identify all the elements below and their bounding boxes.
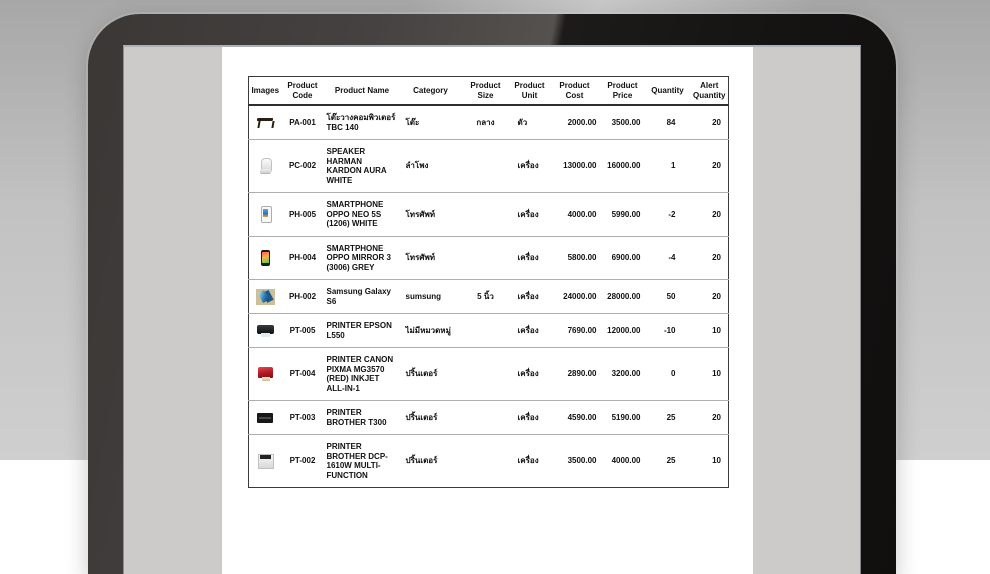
cell-category: ไม่มีหมวดหมู่ [401, 314, 461, 348]
cell-product-price: 5190.00 [601, 401, 645, 435]
product-image [256, 452, 275, 470]
product-image [256, 205, 275, 223]
cell-product-image [249, 140, 282, 193]
cell-product-code: PC-002 [282, 140, 324, 193]
cell-product-image [249, 105, 282, 140]
cell-product-name: PRINTER BROTHER T300 [324, 401, 401, 435]
cell-product-name: PRINTER EPSON L550 [324, 314, 401, 348]
col-header-images: Images [249, 77, 282, 106]
cell-product-size [461, 348, 511, 401]
cell-category: ปริ้นเตอร์ [401, 401, 461, 435]
product-image [256, 322, 275, 340]
col-header-product-size: Product Size [461, 77, 511, 106]
col-header-alert-quantity: Alert Quantity [691, 77, 729, 106]
product-image [256, 249, 275, 267]
cell-product-price: 16000.00 [601, 140, 645, 193]
cell-product-size [461, 193, 511, 237]
cell-product-image [249, 401, 282, 435]
col-header-quantity: Quantity [645, 77, 691, 106]
cell-product-cost: 2000.00 [567, 117, 597, 127]
cell-product-code: PT-003 [282, 401, 324, 435]
cell-product-unit: เครื่อง [511, 236, 549, 280]
cell-product-image [249, 435, 282, 488]
cell-product-size [461, 435, 511, 488]
cell-product-name: SMARTPHONE OPPO MIRROR 3 (3006) GREY [324, 236, 401, 280]
cell-quantity: -10 [645, 314, 691, 348]
cell-product-unit: เครื่อง [511, 435, 549, 488]
cell-product-cost: 4590.00 [549, 401, 601, 435]
cell-quantity: 1 [645, 140, 691, 193]
cell-product-name: PRINTER CANON PIXMA MG3570 (RED) INKJET ALL-IN-1 [324, 348, 401, 401]
cell-alert-quantity: 20 [691, 193, 729, 237]
cell-product-unit: เครื่อง [511, 193, 549, 237]
cell-product-code: PH-004 [282, 236, 324, 280]
cell-product-size [461, 236, 511, 280]
cell-product-cost: 13000.00 [549, 140, 601, 193]
product-table-body [249, 105, 729, 488]
cell-product-name: Samsung Galaxy S6 [324, 280, 401, 314]
cell-quantity: -4 [645, 236, 691, 280]
cell-product-code: PT-002 [282, 435, 324, 488]
cell-quantity: -2 [645, 193, 691, 237]
cell-product-name: SPEAKER HARMAN KARDON AURA WHITE [324, 140, 401, 193]
cell-product-size [461, 314, 511, 348]
cell-alert-quantity: 10 [691, 435, 729, 488]
cell-quantity: 50 [645, 280, 691, 314]
cell-product-code: PH-005 [282, 193, 324, 237]
table-row [249, 280, 729, 314]
cell-product-cost: 24000.00 [549, 280, 601, 314]
cell-product-cost: 4000.00 [549, 193, 601, 237]
laptop-frame [88, 14, 896, 574]
cell-alert-quantity: 20 [691, 280, 729, 314]
cell-product-unit: เครื่อง [511, 140, 549, 193]
col-header-category: Category [401, 77, 461, 106]
cell-alert-quantity: 20 [712, 117, 721, 127]
col-header-product-code: Product Code [282, 77, 324, 106]
table-row [249, 140, 729, 193]
table-row [249, 401, 729, 435]
table-row [249, 435, 729, 488]
product-image [256, 288, 275, 306]
cell-product-size: 5 นิ้ว [461, 280, 511, 314]
cell-quantity: 25 [645, 401, 691, 435]
laptop-screen [123, 45, 861, 574]
cell-category: โทรศัพท์ [401, 193, 461, 237]
cell-product-cost: 7690.00 [549, 314, 601, 348]
cell-quantity: 25 [645, 435, 691, 488]
product-image [256, 157, 275, 175]
cell-product-name: โต๊ะวางคอมพิวเตอร์ TBC 140 [326, 113, 396, 132]
cell-product-size [461, 140, 511, 193]
table-row [249, 236, 729, 280]
cell-product-price: 12000.00 [601, 314, 645, 348]
product-image [256, 114, 275, 132]
cell-alert-quantity: 20 [691, 401, 729, 435]
product-image [256, 409, 275, 427]
cell-product-name: SMARTPHONE OPPO NEO 5S (1206) WHITE [324, 193, 401, 237]
product-table [248, 76, 729, 488]
col-header-product-price: Product Price [601, 77, 645, 106]
cell-product-image [249, 348, 282, 401]
cell-product-price: 28000.00 [601, 280, 645, 314]
cell-product-size: กลาง [476, 117, 495, 127]
cell-product-unit: เครื่อง [511, 401, 549, 435]
cell-product-image [249, 193, 282, 237]
cell-category: sumsung [401, 280, 461, 314]
cell-product-code: PT-005 [282, 314, 324, 348]
table-row [249, 348, 729, 401]
cell-product-code: PT-004 [282, 348, 324, 401]
cell-alert-quantity: 10 [691, 314, 729, 348]
cell-product-size [461, 401, 511, 435]
table-row [249, 105, 729, 140]
cell-product-price: 5990.00 [601, 193, 645, 237]
cell-product-unit: ตัว [517, 117, 528, 127]
cell-product-code: PH-002 [282, 280, 324, 314]
cell-product-unit: เครื่อง [511, 280, 549, 314]
cell-category: โทรศัพท์ [401, 236, 461, 280]
col-header-product-unit: Product Unit [511, 77, 549, 106]
cell-product-price: 6900.00 [601, 236, 645, 280]
col-header-product-name: Product Name [324, 77, 401, 106]
cell-category: ลำโพง [401, 140, 461, 193]
table-row [249, 314, 729, 348]
cell-product-code: PA-001 [289, 117, 316, 127]
cell-product-name: PRINTER BROTHER DCP-1610W MULTI-FUNCTION [324, 435, 401, 488]
cell-product-unit: เครื่อง [511, 314, 549, 348]
cell-product-price: 3200.00 [601, 348, 645, 401]
cell-quantity: 84 [666, 117, 676, 127]
report-page [222, 47, 753, 574]
cell-product-cost: 3500.00 [549, 435, 601, 488]
cell-alert-quantity: 10 [691, 348, 729, 401]
cell-quantity: 0 [645, 348, 691, 401]
product-image [256, 365, 275, 383]
cell-product-price: 4000.00 [601, 435, 645, 488]
cell-product-image [249, 236, 282, 280]
cell-product-image [249, 314, 282, 348]
cell-category: โต๊ะ [405, 117, 420, 127]
cell-product-image [249, 280, 282, 314]
cell-product-price: 3500.00 [611, 117, 641, 127]
cell-product-cost: 5800.00 [549, 236, 601, 280]
col-header-product-cost: Product Cost [549, 77, 601, 106]
cell-product-unit: เครื่อง [511, 348, 549, 401]
cell-category: ปริ้นเตอร์ [401, 435, 461, 488]
cell-alert-quantity: 20 [691, 140, 729, 193]
cell-product-cost: 2890.00 [549, 348, 601, 401]
table-row [249, 193, 729, 237]
table-header-row [249, 77, 729, 106]
cell-alert-quantity: 20 [691, 236, 729, 280]
cell-category: ปริ้นเตอร์ [401, 348, 461, 401]
